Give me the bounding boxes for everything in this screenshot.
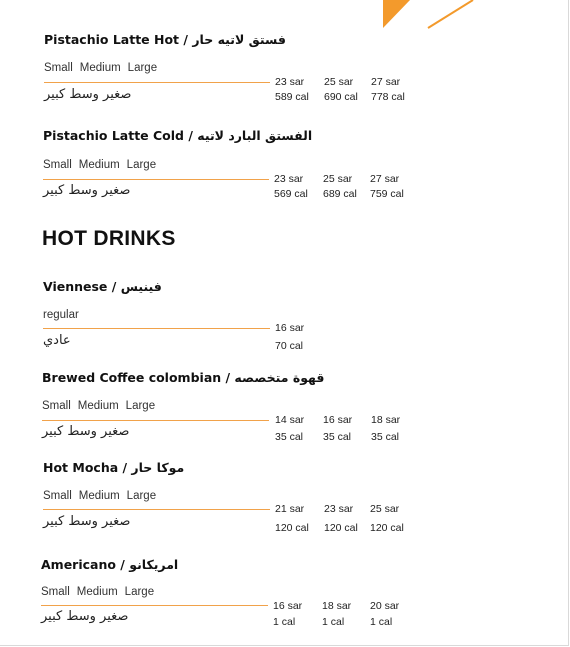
size-large-label: Large bbox=[124, 586, 155, 598]
price-medium: 16 sar 35 cal bbox=[323, 414, 353, 443]
size-medium-ar: وسط bbox=[69, 87, 99, 102]
size-small-label: Small bbox=[43, 159, 72, 171]
size-small-label: Small bbox=[42, 400, 71, 412]
price-small: 16 sar 1 cal bbox=[273, 600, 303, 628]
item-title: Pistachio Latte Cold / الفستق البارد لاتيه bbox=[43, 128, 313, 143]
sizes-ar bbox=[44, 87, 131, 102]
size-medium-ar: وسط bbox=[68, 514, 98, 529]
sizes-en bbox=[44, 62, 164, 74]
size-medium-label: Medium bbox=[78, 159, 120, 171]
price-large: 27 sar 778 cal bbox=[371, 76, 405, 103]
size-medium-label: Medium bbox=[76, 586, 118, 598]
size-large-ar: كبير bbox=[43, 514, 65, 529]
price-medium: 23 sar 120 cal bbox=[324, 503, 358, 534]
size-medium-label: Medium bbox=[78, 490, 120, 502]
price-small: 14 sar 35 cal bbox=[275, 414, 305, 443]
size-small-ar: صغير bbox=[102, 183, 131, 198]
size-medium-ar: وسط bbox=[68, 183, 98, 198]
price-large: 27 sar 759 cal bbox=[370, 173, 404, 200]
price-medium: 18 sar 1 cal bbox=[322, 600, 352, 628]
price-regular: 16 sar 70 cal bbox=[275, 322, 305, 352]
size-small-label: Small bbox=[43, 490, 72, 502]
sizes-en bbox=[43, 490, 163, 502]
price-large: 25 sar 120 cal bbox=[370, 503, 404, 534]
sizes-ar bbox=[41, 609, 128, 624]
sizes-ar bbox=[42, 424, 129, 439]
sizes-en bbox=[42, 400, 162, 412]
item-title: Viennese / فينيس bbox=[43, 279, 162, 294]
size-small-ar: صغير bbox=[100, 609, 129, 624]
divider-line bbox=[41, 605, 268, 606]
price-large: 18 sar 35 cal bbox=[371, 414, 401, 443]
price-medium: 25 sar 690 cal bbox=[324, 76, 358, 103]
divider-line bbox=[44, 82, 270, 83]
size-small-label: Small bbox=[44, 62, 73, 74]
price-medium: 25 sar 689 cal bbox=[323, 173, 357, 200]
item-title: Brewed Coffee colombian / قهوة متخصصه bbox=[42, 370, 325, 385]
price-small: 23 sar 569 cal bbox=[274, 173, 308, 200]
size-large-ar: كبير bbox=[41, 609, 63, 624]
size-large-ar: كبير bbox=[43, 183, 65, 198]
size-large-label: Large bbox=[126, 490, 157, 502]
size-small-label: Small bbox=[41, 586, 70, 598]
size-small-ar: صغير bbox=[103, 87, 132, 102]
size-small-ar: صغير bbox=[102, 514, 131, 529]
size-regular-ar: عادي bbox=[43, 333, 71, 348]
size-large-ar: كبير bbox=[44, 87, 66, 102]
divider-line bbox=[42, 420, 269, 421]
size-medium-label: Medium bbox=[77, 400, 119, 412]
item-title: Pistachio Latte Hot / فستق لاتيه حار bbox=[44, 32, 286, 47]
size-large-label: Large bbox=[126, 159, 157, 171]
size-regular-label: regular bbox=[43, 309, 79, 321]
price-small: 23 sar 589 cal bbox=[275, 76, 309, 103]
divider-line bbox=[43, 509, 270, 510]
item-title: Americano / امريكانو bbox=[41, 557, 179, 572]
section-title-hot-drinks: HOT DRINKS bbox=[42, 227, 176, 250]
size-large-label: Large bbox=[127, 62, 158, 74]
price-large: 20 sar 1 cal bbox=[370, 600, 400, 628]
divider-line bbox=[43, 328, 270, 329]
sizes-en bbox=[41, 586, 161, 598]
sizes-ar bbox=[43, 514, 130, 529]
sizes-en bbox=[43, 159, 163, 171]
size-small-ar: صغير bbox=[101, 424, 130, 439]
price-small: 21 sar 120 cal bbox=[275, 503, 309, 534]
size-large-ar: كبير bbox=[42, 424, 64, 439]
size-medium-ar: وسط bbox=[67, 424, 97, 439]
divider-line bbox=[43, 179, 269, 180]
item-title: Hot Mocha / موكا حار bbox=[43, 460, 185, 475]
size-medium-ar: وسط bbox=[66, 609, 96, 624]
size-large-label: Large bbox=[125, 400, 156, 412]
size-medium-label: Medium bbox=[79, 62, 121, 74]
sizes-ar bbox=[43, 183, 130, 198]
orange-corner-decoration bbox=[380, 0, 475, 32]
